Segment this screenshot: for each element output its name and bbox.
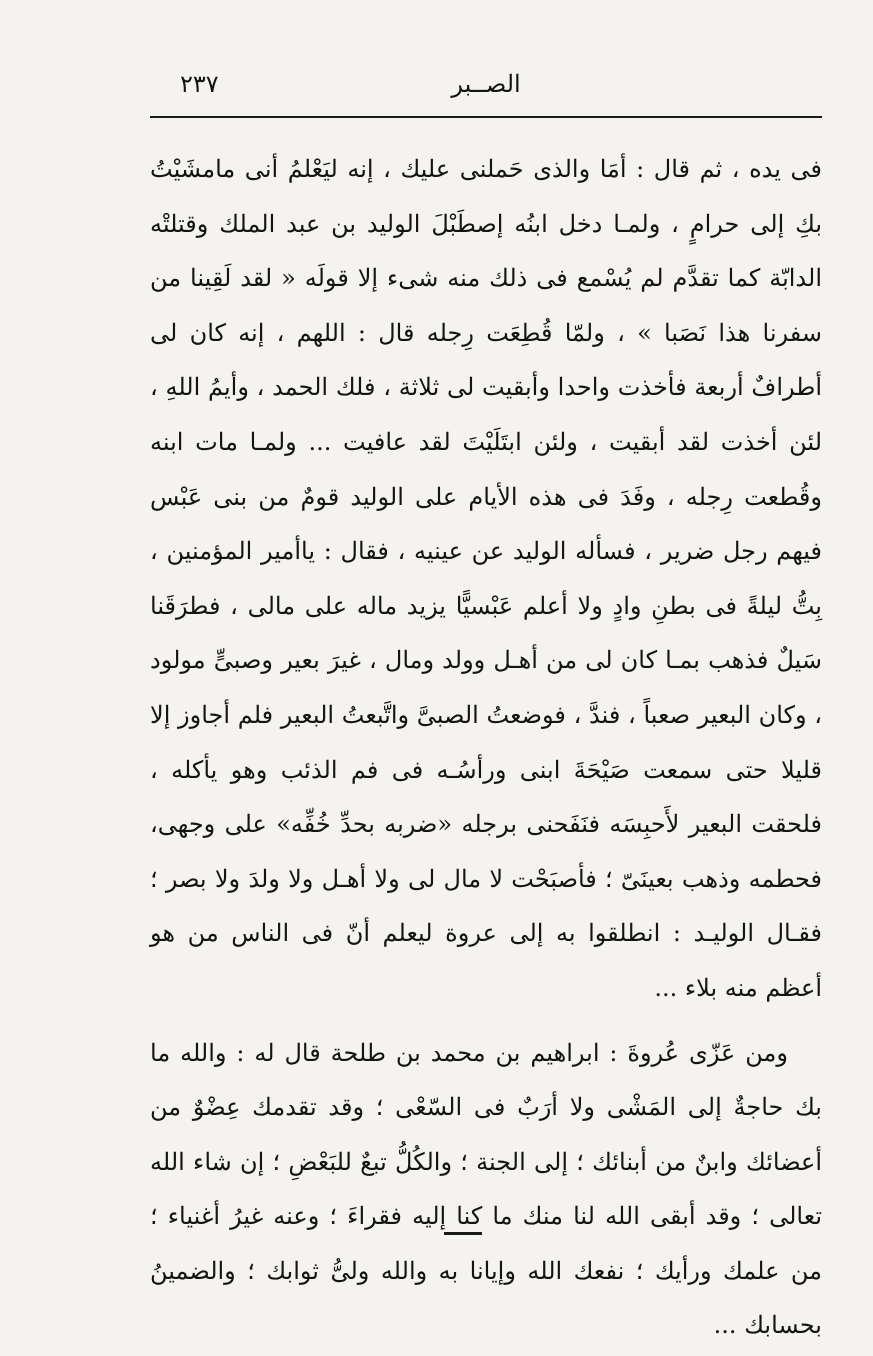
body-text bbox=[150, 142, 822, 1353]
header-title: الصــبر bbox=[451, 70, 521, 98]
paragraph-1: فى يده ، ثم قال : أمَا والذى حَملنى عليك ، إنه ليَعْلمُ أنى مامشَيْتُ بكِ إلى حرامٍ ، ولمـا دخل ابنُه إصطَبْلَ الوليد بن عبد الملك وقتلتْه الدابّة كما تقدَّم لم يُسْمع فى ذلك منه شىء إلا قولَه « لقد لَقِينا من سفرنا هذا نَصَبا » ، ولمّا قُطِعَت رِجله قال : اللهم ، إنه كان لى أطرافٌ أربعة فأخذت واحدا وأبقيت لى ثلاثة ، فلك الحمد ، وأيمُ اللهِ ، لئن أخذت لقد أبقيت ، ولئن ابتَلَيْتَ لقد عافيت ... ولمـا مات ابنه وقُطعت رِجله ، وفَدَ فى هذه الأيام على الوليد قومٌ من بنى عَبْس فيهم رجل ضرير ، فسأله الوليد عن عينيه ، فقال : ياأمير المؤمنين ، بِتُّ ليلةً فى بطنِ وادٍ ولا أعلم عَبْسيًّا يزيد ماله على مالى ، فطرَقَنا سَيلٌ فذهب بمـا كان لى من أهـل وولد ومال ، غيرَ بعير وصبىٍّ مولود ، وكان البعير صعباً ، فندَّ ، فوضعتُ الصبىَّ واتَّبعتُ البعير فلم أجاوز إلا قليلا حتى سمعت صَيْحَةَ ابنى ورأسُـه فى فم الذئب وهو يأكله ، فلحقت البعير لأَحبِسَه فنَفَحنى برجله «ضربه بحدِّ خُفِّه» على وجهى، فحطمه وذهب بعينَىّ ؛ فأصبَحْت لا مال لى ولا أهـل ولا ولدَ ولا بصر ؛ فقـال الوليـد : انطلقوا به إلى عروة ليعلم أنّ فى الناس من هو أعظم منه بلاء ... bbox=[150, 155, 823, 1002]
running-header bbox=[150, 64, 822, 110]
page-number: ٢٣٧ bbox=[180, 70, 219, 98]
header-rule bbox=[150, 116, 822, 118]
end-rule bbox=[444, 1232, 482, 1235]
paragraph-2: ومن عَزّى عُروةَ : ابراهيم بن محمد بن طلحة قال له : والله ما بك حاجةٌ إلى المَشْى ولا أرَبٌ فى السّعْى ؛ وقد تقدمك عِضْوٌ من أعضائك وابنٌ من أبنائك ؛ إلى الجنة ؛ والكُلُّ تبعٌ للبَعْضِ ؛ إن شاء الله تعالى ؛ وقد أبقى الله لنا منك ما كنا إليه فقراءَ ؛ وعنه غيرُ أغنياء ؛ من علمك ورأيك ؛ نفعك الله وإيانا به والله ولىُّ ثوابك ؛ والضمينُ بحسابك ... bbox=[150, 1038, 822, 1340]
